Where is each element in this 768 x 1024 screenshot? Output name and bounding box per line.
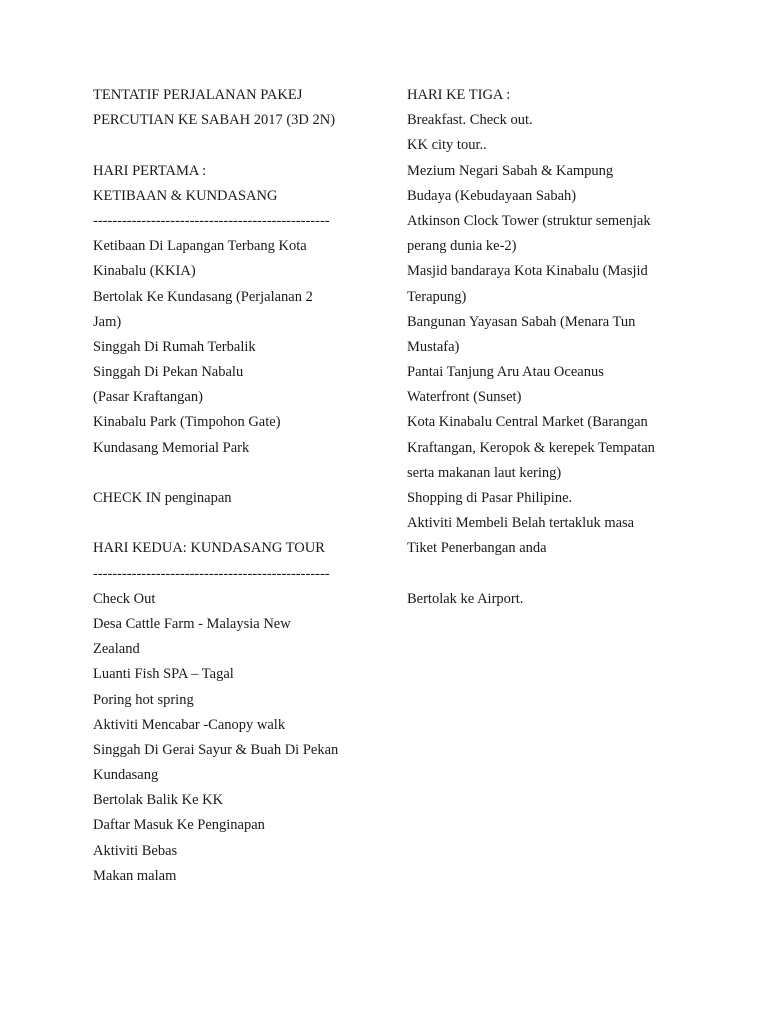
left-column-line: Luanti Fish SPA – Tagal bbox=[93, 666, 234, 683]
left-column-line: ------------------------------------------------- bbox=[93, 212, 330, 229]
left-column-line: ------------------------------------------------- bbox=[93, 565, 330, 582]
right-column-line: Waterfront (Sunset) bbox=[407, 389, 522, 406]
right-column-line: perang dunia ke-2) bbox=[407, 238, 517, 255]
left-column-line: (Pasar Kraftangan) bbox=[93, 389, 203, 406]
right-column-line: Tiket Penerbangan anda bbox=[407, 540, 547, 557]
left-column-line: Kinabalu Park (Timpohon Gate) bbox=[93, 414, 281, 431]
right-column-line: Breakfast. Check out. bbox=[407, 112, 533, 129]
left-column-line: CHECK IN penginapan bbox=[93, 490, 232, 506]
left-column-line: Bertolak Ke Kundasang (Perjalanan 2 bbox=[93, 288, 313, 305]
right-column-line: Terapung) bbox=[407, 288, 467, 305]
left-column-line: Ketibaan Di Lapangan Terbang Kota bbox=[93, 238, 307, 255]
left-column-line bbox=[93, 133, 393, 158]
right-column-line: Atkinson Clock Tower (struktur semenjak bbox=[407, 212, 651, 229]
right-column-line: Bangunan Yayasan Sabah (Menara Tun bbox=[407, 313, 636, 330]
right-column bbox=[407, 83, 697, 612]
left-column-line: Aktiviti Mencabar -Canopy walk bbox=[93, 716, 286, 733]
left-column-line: HARI KEDUA: KUNDASANG TOUR bbox=[93, 540, 325, 557]
left-column-line: Kundasang bbox=[93, 767, 159, 784]
right-column-line: Pantai Tanjung Aru Atau Oceanus bbox=[407, 364, 604, 381]
left-column-line: Kundasang Memorial Park bbox=[93, 439, 250, 456]
left-column-line: Singgah Di Gerai Sayur & Buah Di Pekan bbox=[93, 741, 339, 758]
left-column-line: PERCUTIAN KE SABAH 2017 (3D 2N) bbox=[93, 112, 336, 129]
right-column-line: Shopping di Pasar Philipine. bbox=[407, 490, 573, 506]
left-column-line: Kinabalu (KKIA) bbox=[93, 263, 196, 280]
left-column-line: Aktiviti Bebas bbox=[93, 842, 178, 859]
right-column-line: Mustafa) bbox=[407, 338, 460, 355]
left-column bbox=[93, 83, 393, 889]
left-column-line: Zealand bbox=[93, 641, 140, 658]
right-column-line: Kraftangan, Keropok & kerepek Tempatan bbox=[407, 439, 655, 456]
right-column-line: Bertolak ke Airport. bbox=[407, 590, 524, 607]
right-column-line bbox=[407, 562, 697, 587]
right-column-line: Mezium Negari Sabah & Kampung bbox=[407, 162, 614, 179]
left-column-line: Makan malam bbox=[93, 867, 177, 884]
right-column-line: HARI KE TIGA : bbox=[407, 87, 511, 103]
right-column-line: KK city tour.. bbox=[407, 137, 487, 154]
left-column-line: Singgah Di Rumah Terbalik bbox=[93, 338, 256, 355]
left-column-line bbox=[93, 461, 393, 486]
left-column-line: Check Out bbox=[93, 590, 156, 607]
right-column-line: Aktiviti Membeli Belah tertakluk masa bbox=[407, 515, 635, 532]
left-column-line: Jam) bbox=[93, 313, 122, 330]
left-column-line: Singgah Di Pekan Nabalu bbox=[93, 364, 244, 381]
left-column-line: Desa Cattle Farm - Malaysia New bbox=[93, 615, 291, 632]
right-column-line: Budaya (Kebudayaan Sabah) bbox=[407, 187, 577, 204]
left-column-line: TENTATIF PERJALANAN PAKEJ bbox=[93, 87, 303, 103]
left-column-line: Bertolak Balik Ke KK bbox=[93, 792, 224, 809]
right-column-line: Masjid bandaraya Kota Kinabalu (Masjid bbox=[407, 263, 648, 280]
left-column-line: HARI PERTAMA : bbox=[93, 162, 207, 179]
left-column-line: Poring hot spring bbox=[93, 691, 194, 708]
left-column-line: Daftar Masuk Ke Penginapan bbox=[93, 817, 265, 834]
left-column-line bbox=[93, 511, 393, 536]
right-column-line: Kota Kinabalu Central Market (Barangan bbox=[407, 414, 648, 431]
right-column-line: serta makanan laut kering) bbox=[407, 464, 562, 481]
left-column-line: KETIBAAN & KUNDASANG bbox=[93, 187, 278, 204]
